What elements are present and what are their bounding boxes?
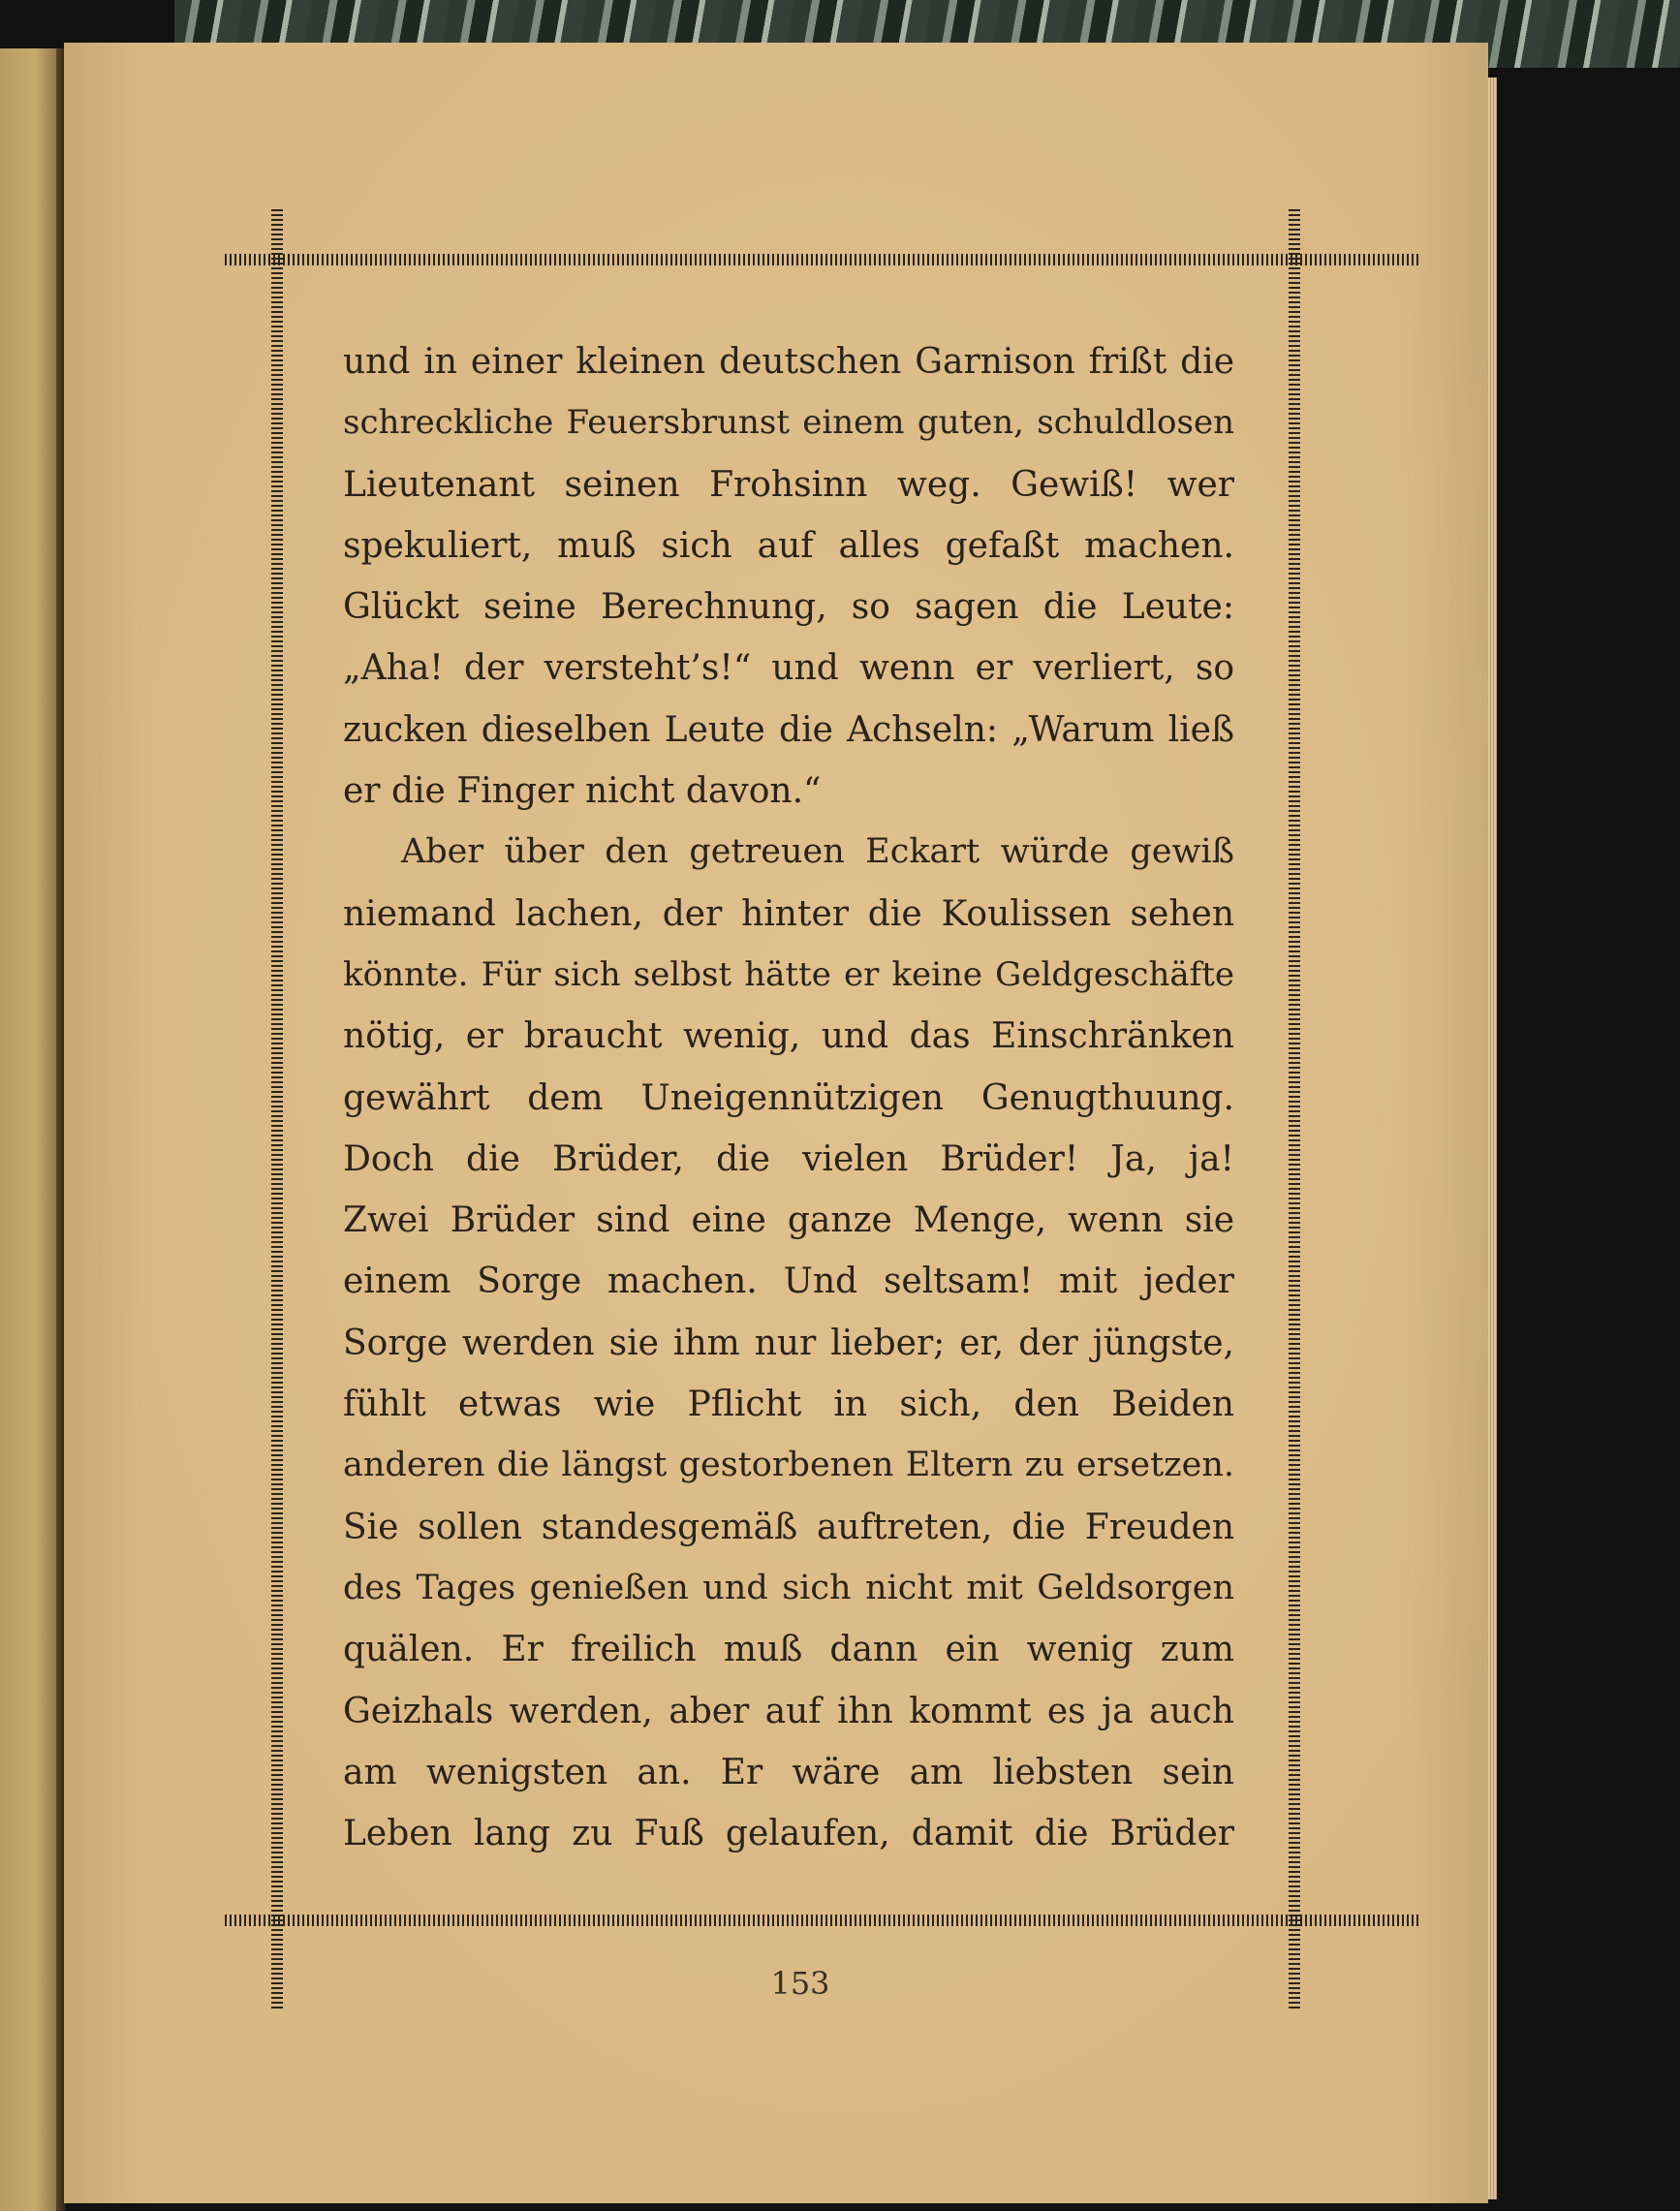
text-line: Glückt seine Berechnung, so sagen die Leute: [343, 587, 1234, 628]
text-line: „Aha! der versteht’s!“ und wenn er verliert, so [343, 648, 1234, 689]
text-line: könnte. Für sich selbst hätte er keine Geldgeschäfte [343, 954, 1234, 994]
facing-page-edge [0, 48, 58, 2211]
text-line: des Tages genießen und sich nicht mit Geldsorgen [343, 1568, 1234, 1607]
text-line: schreckliche Feuersbrunst einem guten, schuldlosen [343, 403, 1234, 443]
frame-rule-top [225, 254, 1418, 265]
frame-rule-left [271, 209, 283, 2009]
text-line: Zwei Brüder sind eine ganze Menge, wenn sie [343, 1200, 1234, 1241]
text-line: Aber über den getreuen Eckart würde gewiß [401, 832, 1234, 872]
text-line: niemand lachen, der hinter die Koulissen sehen [343, 893, 1234, 934]
text-line: Lieutenant seinen Frohsinn weg. Gewiß! wer [343, 464, 1234, 505]
text-line: Geizhals werden, aber auf ihn kommt es ja auch [343, 1691, 1234, 1731]
text-line: am wenigsten an. Er wäre am liebsten sein [343, 1752, 1234, 1792]
text-line: gewährt dem Uneigennützigen Genugthuung. [343, 1077, 1234, 1118]
text-line: spekuliert, muß sich auf alles gefaßt machen. [343, 525, 1234, 566]
text-line: und in einer kleinen deutschen Garnison frißt die [343, 342, 1234, 382]
text-line: er die Finger nicht davon.“ [343, 771, 822, 812]
text-line: nötig, er braucht wenig, und das Einschränken [343, 1016, 1234, 1057]
text-line: quälen. Er freilich muß dann ein wenig zum [343, 1630, 1234, 1670]
text-line: Doch die Brüder, die vielen Brüder! Ja, ja! [343, 1138, 1234, 1179]
text-line: fühlt etwas wie Pflicht in sich, den Beiden [343, 1385, 1234, 1425]
paragraph-2 [343, 822, 1234, 1864]
text-line: anderen die längst gestorbenen Eltern zu ersetzen. [343, 1446, 1234, 1485]
text-line: Leben lang zu Fuß gelaufen, damit die Brüder [343, 1814, 1234, 1854]
paragraph-1 [343, 331, 1234, 822]
frame-rule-bottom [225, 1915, 1418, 1926]
frame-rule-right [1289, 209, 1300, 2009]
text-line: einem Sorge machen. Und seltsam! mit jeder [343, 1261, 1234, 1302]
marbled-endpaper-right [1492, 58, 1680, 2211]
page-number: 153 [770, 1965, 830, 2002]
text-line: Sorge werden sie ihm nur lieber; er, der jüngste, [343, 1323, 1234, 1363]
body-text [343, 331, 1234, 1864]
text-line: Sie sollen standesgemäß auftreten, die Freuden [343, 1507, 1234, 1547]
book-page [64, 43, 1488, 2203]
text-line: zucken dieselben Leute die Achseln: „Warum ließ [343, 709, 1234, 750]
